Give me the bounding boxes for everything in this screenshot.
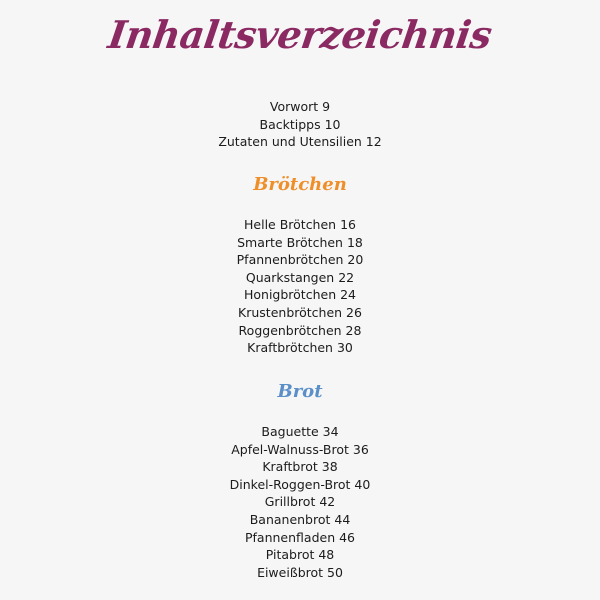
toc-entry: Helle Brötchen 16 — [244, 217, 356, 232]
toc-entry: Roggenbrötchen 28 — [238, 322, 362, 338]
toc-entry: Bananenbrot 44 — [249, 511, 351, 527]
toc-entry: Eiweißbrot 50 — [257, 564, 343, 580]
toc-entry: Grillbrot 42 — [264, 494, 336, 510]
toc-entry: Dinkel-Roggen-Brot 40 — [229, 476, 371, 492]
broetchen-list — [0, 216, 600, 357]
section-title-broetchen: Brötchen — [253, 174, 347, 195]
toc-entry: Krustenbrötchen 26 — [238, 304, 362, 320]
toc-entry: Pfannenfladen 46 — [244, 529, 356, 545]
section-title-brot: Brot — [277, 381, 323, 402]
toc-entry-vorwort: Vorwort 9 — [269, 99, 331, 114]
toc-entry: Kraftbrötchen 30 — [247, 340, 353, 356]
toc-entry: Pfannenbrötchen 20 — [236, 252, 364, 268]
toc-entry: Kraftbrot 38 — [262, 459, 338, 475]
toc-entry-zutaten: Zutaten und Utensilien 12 — [218, 134, 382, 150]
toc-entry: Baguette 34 — [261, 424, 339, 439]
toc-entry: Smarte Brötchen 18 — [237, 234, 363, 250]
toc-entry: Apfel-Walnuss-Brot 36 — [231, 441, 369, 457]
toc-entry: Quarkstangen 22 — [245, 269, 355, 285]
page-title: Inhaltsverzeichnis — [105, 12, 495, 57]
toc-entry: Pitabrot 48 — [265, 547, 335, 563]
toc-entry: Honigbrötchen 24 — [243, 287, 356, 303]
toc-entry-backtipps: Backtipps 10 — [259, 116, 341, 132]
brot-list — [0, 423, 600, 581]
intro-list — [0, 98, 600, 151]
